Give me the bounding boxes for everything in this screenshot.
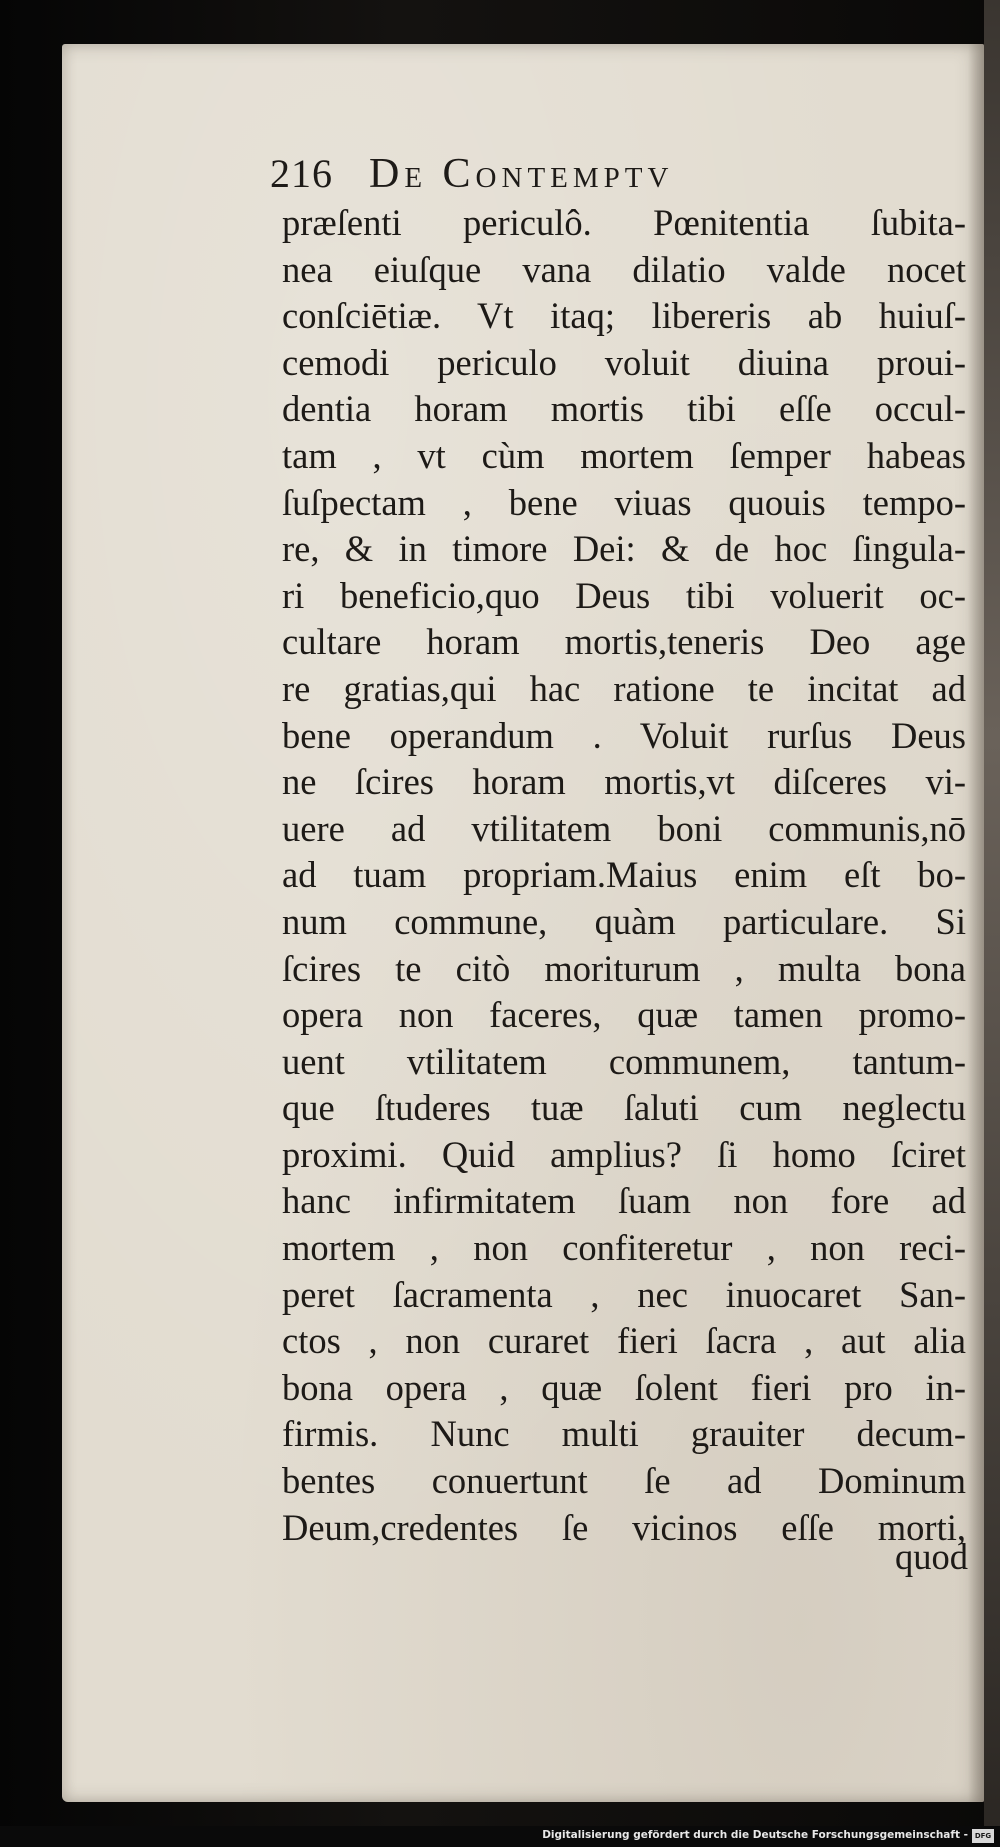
text-line: ſuſpectam , bene viuas quouis tempo- <box>282 481 966 523</box>
text-line: uent vtilitatem communem, tantum- <box>282 1040 966 1082</box>
text-line: bentes conuertunt ſe ad Dominum <box>282 1460 966 1502</box>
text-line: hanc infirmitatem ſuam non fore ad <box>282 1180 966 1222</box>
text-line: ri beneficio,quo Deus tibi voluerit oc- <box>282 574 966 616</box>
running-title: De Contemptv <box>369 151 674 197</box>
text-line: præſenti periculô. Pœnitentia ſubita- <box>282 202 966 243</box>
text-line: cemodi periculo voluit diuina proui- <box>282 341 966 383</box>
catchword: quod <box>895 1536 968 1577</box>
text-line: tam , vt cùm mortem ſemper habeas <box>282 434 966 476</box>
text-line: que ſtuderes tuæ ſaluti cum neglectu <box>282 1087 966 1129</box>
text-line: mortem , non confiteretur , non reci- <box>282 1227 966 1269</box>
text-line: cultare horam mortis,teneris Deo age <box>282 621 966 663</box>
dfg-logo: DFG <box>972 1829 994 1843</box>
text-line: dentia horam mortis tibi eſſe occul- <box>282 388 966 430</box>
page-header <box>270 150 970 200</box>
text-line: ctos , non curaret fieri ſacra , aut alia <box>282 1320 966 1362</box>
text-line: uere ad vtilitatem boni communis,nō <box>282 807 966 849</box>
text-line: bene operandum . Voluit rurſus Deus <box>282 714 966 756</box>
text-line: num commune, quàm particulare. Si <box>282 900 966 942</box>
text-line: opera non faceres, quæ tamen promo- <box>282 994 966 1036</box>
text-line: ad tuam propriam.Maius enim eſt bo- <box>282 854 966 896</box>
footer-bar <box>0 1826 1000 1847</box>
text-line: ſcires te citò moriturum , multa bona <box>282 947 966 989</box>
body-text <box>282 200 966 1551</box>
book-edge <box>984 0 1000 1847</box>
text-line: nea eiuſque vana dilatio valde nocet <box>282 248 966 290</box>
page-gutter-shadow <box>968 44 984 1802</box>
page-number: 216 <box>270 151 333 196</box>
text-line: re, & in timore Dei: & de hoc ſingula- <box>282 528 966 570</box>
text-line: bona opera , quæ ſolent fieri pro in- <box>282 1366 966 1408</box>
text-line: Deum,credentes ſe vicinos eſſe morti, <box>282 1506 966 1548</box>
digitization-credit: Digitalisierung gefördert durch die Deutsche Forschungsgemeinschaft - <box>542 1829 968 1841</box>
text-line: peret ſacramenta , nec inuocaret San- <box>282 1273 966 1315</box>
text-line: conſciētiæ. Vt itaq; libereris ab huiuſ- <box>282 295 966 337</box>
text-line: proximi. Quid amplius? ſi homo ſciret <box>282 1133 966 1175</box>
text-line: firmis. Nunc multi grauiter decum- <box>282 1413 966 1455</box>
text-line: re gratias,qui hac ratione te incitat ad <box>282 667 966 709</box>
text-line: ne ſcires horam mortis,vt diſceres vi- <box>282 761 966 803</box>
